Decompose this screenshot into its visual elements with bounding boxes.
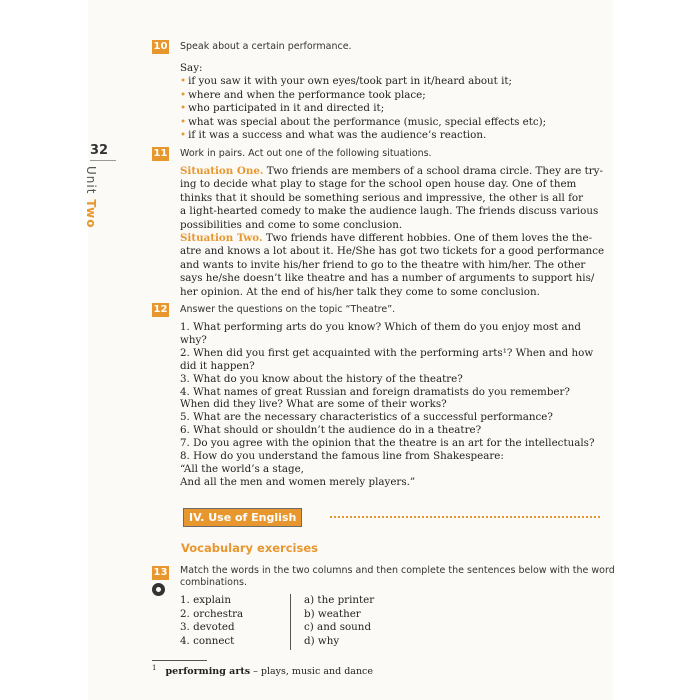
- exercise-10-body: [180, 62, 546, 142]
- footnote-term: performing arts: [165, 666, 251, 678]
- exercise-12-questions: [180, 321, 594, 489]
- situation-two-title: Situation Two.: [180, 232, 263, 245]
- right-item: b) weather: [304, 607, 361, 620]
- unit-label-prefix: Unit: [84, 166, 98, 200]
- question-line: did it happen?: [180, 359, 255, 372]
- situation-line: ing to decide what play to stage for the school open house day. One of them: [180, 178, 577, 191]
- footnote-marker: 1: [152, 664, 157, 672]
- exercise-12-instruction: Answer the questions on the topic “Theatre”.: [180, 304, 396, 315]
- question-line: 4. What names of great Russian and foreign dramatists do you remember?: [180, 385, 570, 398]
- footnote-rule: [152, 660, 207, 661]
- situation-one-title: Situation One.: [180, 165, 264, 177]
- left-item: 4. connect: [180, 634, 235, 647]
- exercise-10-instruction: Speak about a certain performance.: [180, 41, 352, 52]
- section-dotted-line: [330, 516, 600, 518]
- exercise-12-badge: 12: [153, 304, 168, 315]
- situation-line: possibilities and come to some conclusion.: [180, 218, 403, 231]
- bullet-item: • who participated in it and directed it;: [180, 102, 385, 115]
- right-item: d) why: [304, 634, 340, 647]
- unit-label: [84, 166, 98, 228]
- right-column: [304, 594, 374, 648]
- section-roman: IV.: [189, 511, 205, 524]
- situation-line: thinks that it should be something serious and impressive, the other is all for: [180, 191, 584, 204]
- question-line: why?: [180, 333, 207, 346]
- column-divider: [290, 594, 291, 650]
- question-line: When did they live? What are some of their works?: [180, 398, 447, 411]
- question-line: 5. What are the necessary characteristics of a successful performance?: [180, 411, 553, 424]
- exercise-13-badge: 13: [153, 567, 168, 578]
- vocabulary-heading: Vocabulary exercises: [181, 541, 318, 555]
- footnote: [152, 664, 373, 677]
- situation-line: Situation Two. Two friends have different hobbies. One of them loves the the-: [180, 232, 593, 245]
- situation-line: and wants to invite his/her friend to go to the theatre with him/her. The other: [180, 258, 586, 271]
- left-item: 3. devoted: [180, 621, 235, 633]
- bullet-item: • if you saw it with your own eyes/took part in it/heard about it;: [180, 75, 512, 88]
- say-label: Say:: [180, 62, 203, 74]
- audio-cd-icon: [152, 583, 165, 596]
- exercise-11-badge: 11: [153, 148, 168, 159]
- situation-line: a light-hearted comedy to make the audience laugh. The friends discuss various: [180, 205, 599, 218]
- question-line: And all the men and women merely players.”: [180, 475, 416, 488]
- question-line: 2. When did you first get acquainted with the performing arts¹? When and how: [180, 346, 594, 359]
- bullet-item: • what was special about the performance (music, special effects etc);: [180, 115, 547, 128]
- page-number-rule: [90, 160, 116, 161]
- question-line: 1. What performing arts do you know? Which of them do you enjoy most and: [180, 321, 581, 333]
- exercise-11-instruction: Work in pairs. Act out one of the following situations.: [180, 148, 432, 159]
- bullet-item: • if it was a success and what was the audience’s reaction.: [180, 129, 487, 142]
- right-item: c) and sound: [304, 621, 372, 633]
- question-line: 6. What should or shouldn’t the audience do in a theatre?: [180, 424, 482, 437]
- exercise-13-instruction: Match the words in the two columns and then complete the sentences below with the word combinations.: [180, 565, 615, 588]
- situation-line: atre and knows a lot about it. He/She has got two tickets for a good performance: [180, 245, 605, 258]
- section-title: Use of English: [208, 511, 297, 524]
- unit-label-number: Two: [84, 199, 98, 229]
- bullet-item: • where and when the performance took place;: [180, 88, 426, 101]
- left-item: 2. orchestra: [180, 607, 244, 620]
- question-line: 3. What do you know about the history of the theatre?: [180, 372, 463, 385]
- section-banner: [183, 508, 302, 527]
- situation-line: her opinion. At the end of his/her talk they come to some conclusion.: [180, 285, 540, 298]
- situation-line: says he/she doesn’t like theatre and has a number of arguments to support his/: [180, 272, 595, 285]
- exercise-11-body: [180, 165, 604, 299]
- question-line: 7. Do you agree with the opinion that the theatre is an art for the intellectuals?: [180, 437, 595, 450]
- right-item: a) the printer: [304, 594, 375, 606]
- left-item: 1. explain: [180, 594, 231, 606]
- footnote-definition: – plays, music and dance: [250, 666, 374, 678]
- situation-line: Situation One. Two friends are members of a school drama circle. They are try-: [180, 165, 603, 177]
- question-line: “All the world’s a stage,: [180, 462, 304, 475]
- page-number: 32: [90, 143, 109, 158]
- question-line: 8. How do you understand the famous line from Shakespeare:: [180, 450, 504, 463]
- left-column: [180, 594, 243, 648]
- exercise-10-badge: 10: [153, 41, 168, 52]
